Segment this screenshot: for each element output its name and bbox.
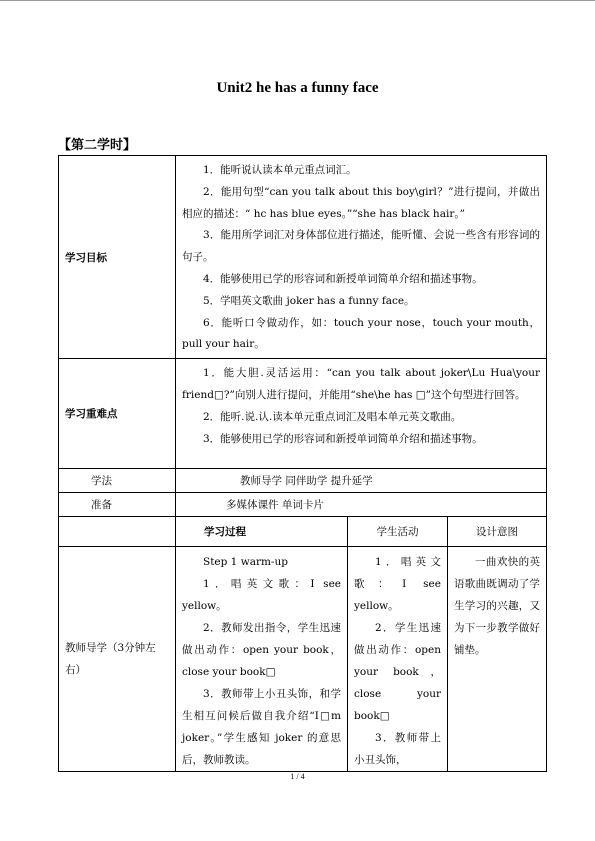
student-activity: 2．学生迅速做出动作：open your book，close your book□ [354, 622, 441, 723]
goal-item: 2．能用句型“can you talk about this boy\girl？”进行提问，并做出相应的描述：“ hc has blue eyes。”“she has black hair。” [182, 185, 541, 220]
page-number: 1 / 4 [290, 772, 305, 781]
difficulties-content [176, 359, 547, 469]
process-step: Step 1 warm-up [203, 556, 288, 569]
difficulty-item: 3．能够使用已学的形容词和新授单词简单介绍和描述事物。 [203, 432, 483, 445]
lesson-plan-table [58, 155, 547, 772]
process-step: 2．教师发出指令，学生迅速做出动作：open your book，close your book□ [182, 622, 341, 679]
goal-item: 3．能用所学词汇对身体部位进行描述，能听懂、会说一些含有形容词的句子。 [182, 229, 541, 264]
document-title: Unit2 he has a funny face [216, 80, 379, 96]
design-intent-cell [448, 547, 547, 772]
page-top-rule [0, 0, 595, 1]
student-header: 学生活动 [348, 517, 448, 547]
method-value: 教师导学 同伴助学 提升延学 [176, 469, 547, 493]
goal-item: 6．能听口令做动作，如：touch your nose，touch your mouth，pull your hair。 [182, 316, 541, 351]
student-activity: 3．教师带上小丑头饰， [354, 732, 441, 767]
goals-content [176, 156, 547, 359]
stage-row [59, 547, 547, 772]
student-activity: 1．唱英文歌：I see yellow。 [354, 556, 441, 613]
empty-header-cell [59, 517, 176, 547]
stage-label: 教师导学（3分钟左右） [59, 547, 176, 772]
goals-label: 学习目标 [59, 156, 176, 359]
goals-row [59, 156, 547, 359]
difficulty-item: 1．能大胆.灵活运用：“can you talk about joker\Lu Hua\your friend□?”向别人进行提问，并能用“she\he has □”这个句型进行回答。 [182, 367, 541, 401]
process-cell [176, 547, 348, 772]
method-row [59, 469, 547, 493]
process-step: 3．教师带上小丑头饰，和学生相互问候后做自我介绍“I□m joker。”学生感知 joker 的意思后，教师教读。 [182, 688, 341, 767]
section-heading: 【第二学时】 [58, 138, 137, 153]
process-step: 1．唱英文歌：I see yellow。 [182, 578, 341, 613]
design-intent: 一曲欢快的英语歌曲既调动了学生学习的兴趣，又为下一步教学做好铺垫。 [454, 556, 541, 657]
student-activity-cell [348, 547, 448, 772]
process-header-row [59, 517, 547, 547]
prep-row [59, 493, 547, 517]
goal-item: 4．能够使用已学的形容词和新授单词简单介绍和描述事物。 [203, 272, 483, 285]
goal-item: 5．学唱英文歌曲 joker has a funny face。 [203, 294, 415, 307]
goal-item: 1．能听说认读本单元重点词汇。 [203, 164, 357, 176]
difficulty-item: 2．能听.说.认.读本单元重点词汇及唱本单元英文歌曲。 [203, 410, 462, 423]
difficulties-label: 学习重难点 [59, 359, 176, 469]
prep-label: 准备 [59, 493, 176, 517]
difficulties-row [59, 359, 547, 469]
method-label: 学法 [59, 469, 176, 493]
design-header: 设计意图 [448, 517, 547, 547]
prep-value: 多媒体课件 单词卡片 [176, 493, 547, 517]
process-header: 学习过程 [176, 517, 348, 547]
